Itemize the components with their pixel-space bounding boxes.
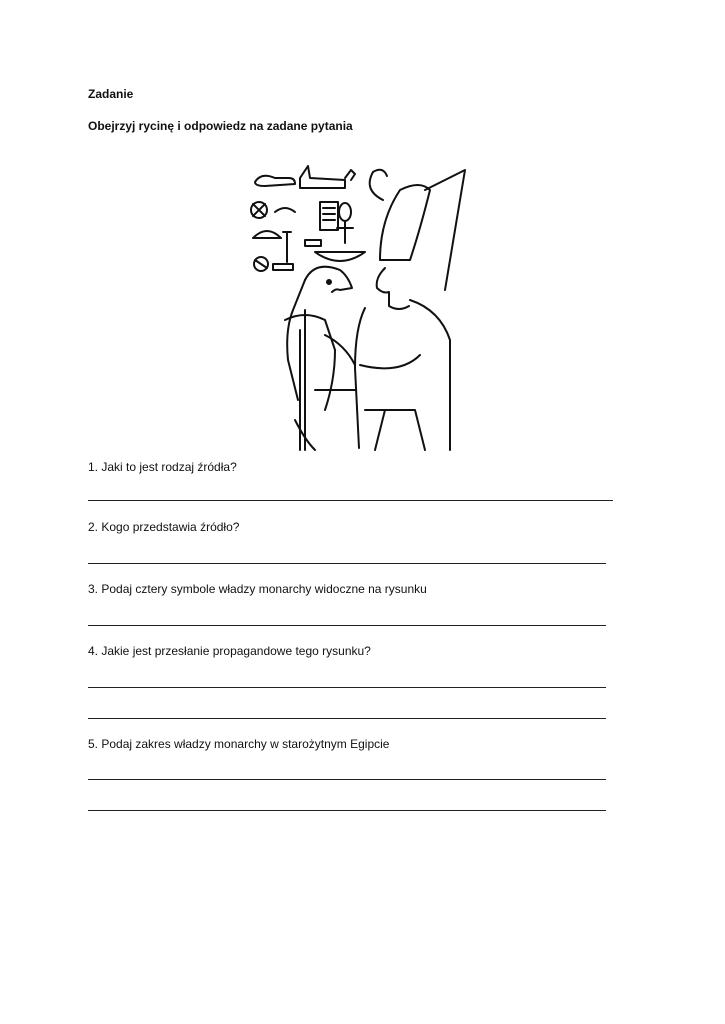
- answer-line[interactable]: [88, 563, 606, 564]
- question-3: 3. Podaj cztery symbole władzy monarchy widoczne na rysunku: [88, 582, 427, 596]
- instruction-text: Obejrzyj rycinę i odpowiedz na zadane pytania: [88, 119, 353, 133]
- answer-line[interactable]: [88, 718, 606, 719]
- question-4: 4. Jakie jest przesłanie propagandowe tego rysunku?: [88, 644, 371, 658]
- answer-line[interactable]: [88, 500, 613, 501]
- question-2: 2. Kogo przedstawia źródło?: [88, 520, 240, 534]
- question-1: 1. Jaki to jest rodzaj źródła?: [88, 460, 237, 474]
- answer-line[interactable]: [88, 779, 606, 780]
- question-5: 5. Podaj zakres władzy monarchy w starożytnym Egipcie: [88, 737, 390, 751]
- egyptian-relief-figure: [245, 160, 470, 455]
- answer-line[interactable]: [88, 687, 606, 688]
- page-title: Zadanie: [88, 87, 134, 101]
- answer-line[interactable]: [88, 810, 606, 811]
- answer-line[interactable]: [88, 625, 606, 626]
